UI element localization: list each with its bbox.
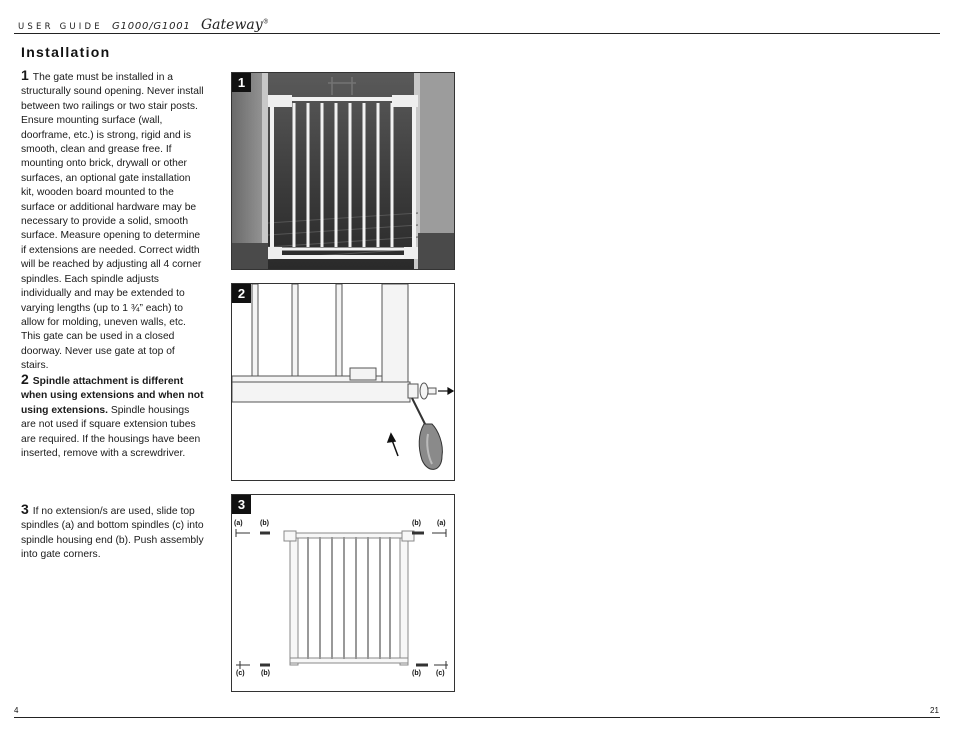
page-number-right: 21	[930, 706, 939, 715]
gate-photo	[232, 73, 454, 269]
step-text: The gate must be installed in a structurally sound opening. Never install between two railings or two stair posts. Ensure mounting surface (wall, doorframe, etc.) is strong, rigid and is smooth, clean and grease free. If mounting onto brick, drywall or other surfaces, an optional gate installation kit, wooden board mounted to the surface or additional hardware may be necessary to provide a solid, smooth surface. Measure opening to determine if extensions are needed. Correct width will be reached by adjusting all 4 corner spindles. Each spindle adjusts individually and may be extended to varying lengths (up to 1 ¾” each) to allow for molding, uneven walls, etc. This gate can be used in a closed doorway. Never use gate at top of stairs.	[21, 72, 204, 372]
footer-rule	[14, 717, 940, 718]
callout-label: (a)	[437, 520, 446, 527]
callout-label: (b)	[260, 520, 269, 527]
registered-mark: ®	[262, 18, 269, 26]
callout-label: (b)	[412, 520, 421, 527]
step-1	[21, 68, 205, 374]
spindle-assembly-diagram	[232, 495, 454, 691]
step-2	[21, 372, 205, 461]
callout-label: (a)	[234, 520, 243, 527]
step-3	[21, 502, 205, 563]
step-text: If no extension/s are used, slide top spindles (a) and bottom spindles (c) into spindle housing end (b). Push assembly into gate corners.	[21, 506, 204, 561]
callout-label: (c)	[236, 670, 245, 677]
callout-label: (b)	[261, 670, 270, 677]
step-number: 1	[21, 67, 29, 83]
header-rule	[14, 33, 940, 34]
brand-logo	[201, 17, 269, 33]
section-title: Installation	[21, 44, 111, 60]
spindle-removal-drawing	[232, 284, 454, 480]
step-number: 2	[21, 371, 29, 387]
step-number: 3	[21, 501, 29, 517]
guide-label: USER GUIDE	[18, 22, 103, 32]
figure-number: 1	[232, 73, 251, 92]
step-text: Spindle housings are not used if square extension tubes are required. If the housings have been inserted, remove with a screwdriver.	[21, 404, 201, 460]
figure-2	[231, 283, 455, 481]
model-label: G1000/G1001	[112, 21, 191, 32]
callout-label: (b)	[412, 670, 421, 677]
figure-1	[231, 72, 455, 270]
figure-number: 2	[232, 284, 251, 303]
step-bold-text: Spindle attachment is different when using extensions and when not using extensions.	[21, 376, 204, 416]
figure-3	[231, 494, 455, 692]
figure-number: 3	[232, 495, 251, 514]
brand-name: Gateway	[201, 17, 263, 33]
page-number-left: 4	[14, 706, 19, 715]
callout-label: (c)	[436, 670, 445, 677]
